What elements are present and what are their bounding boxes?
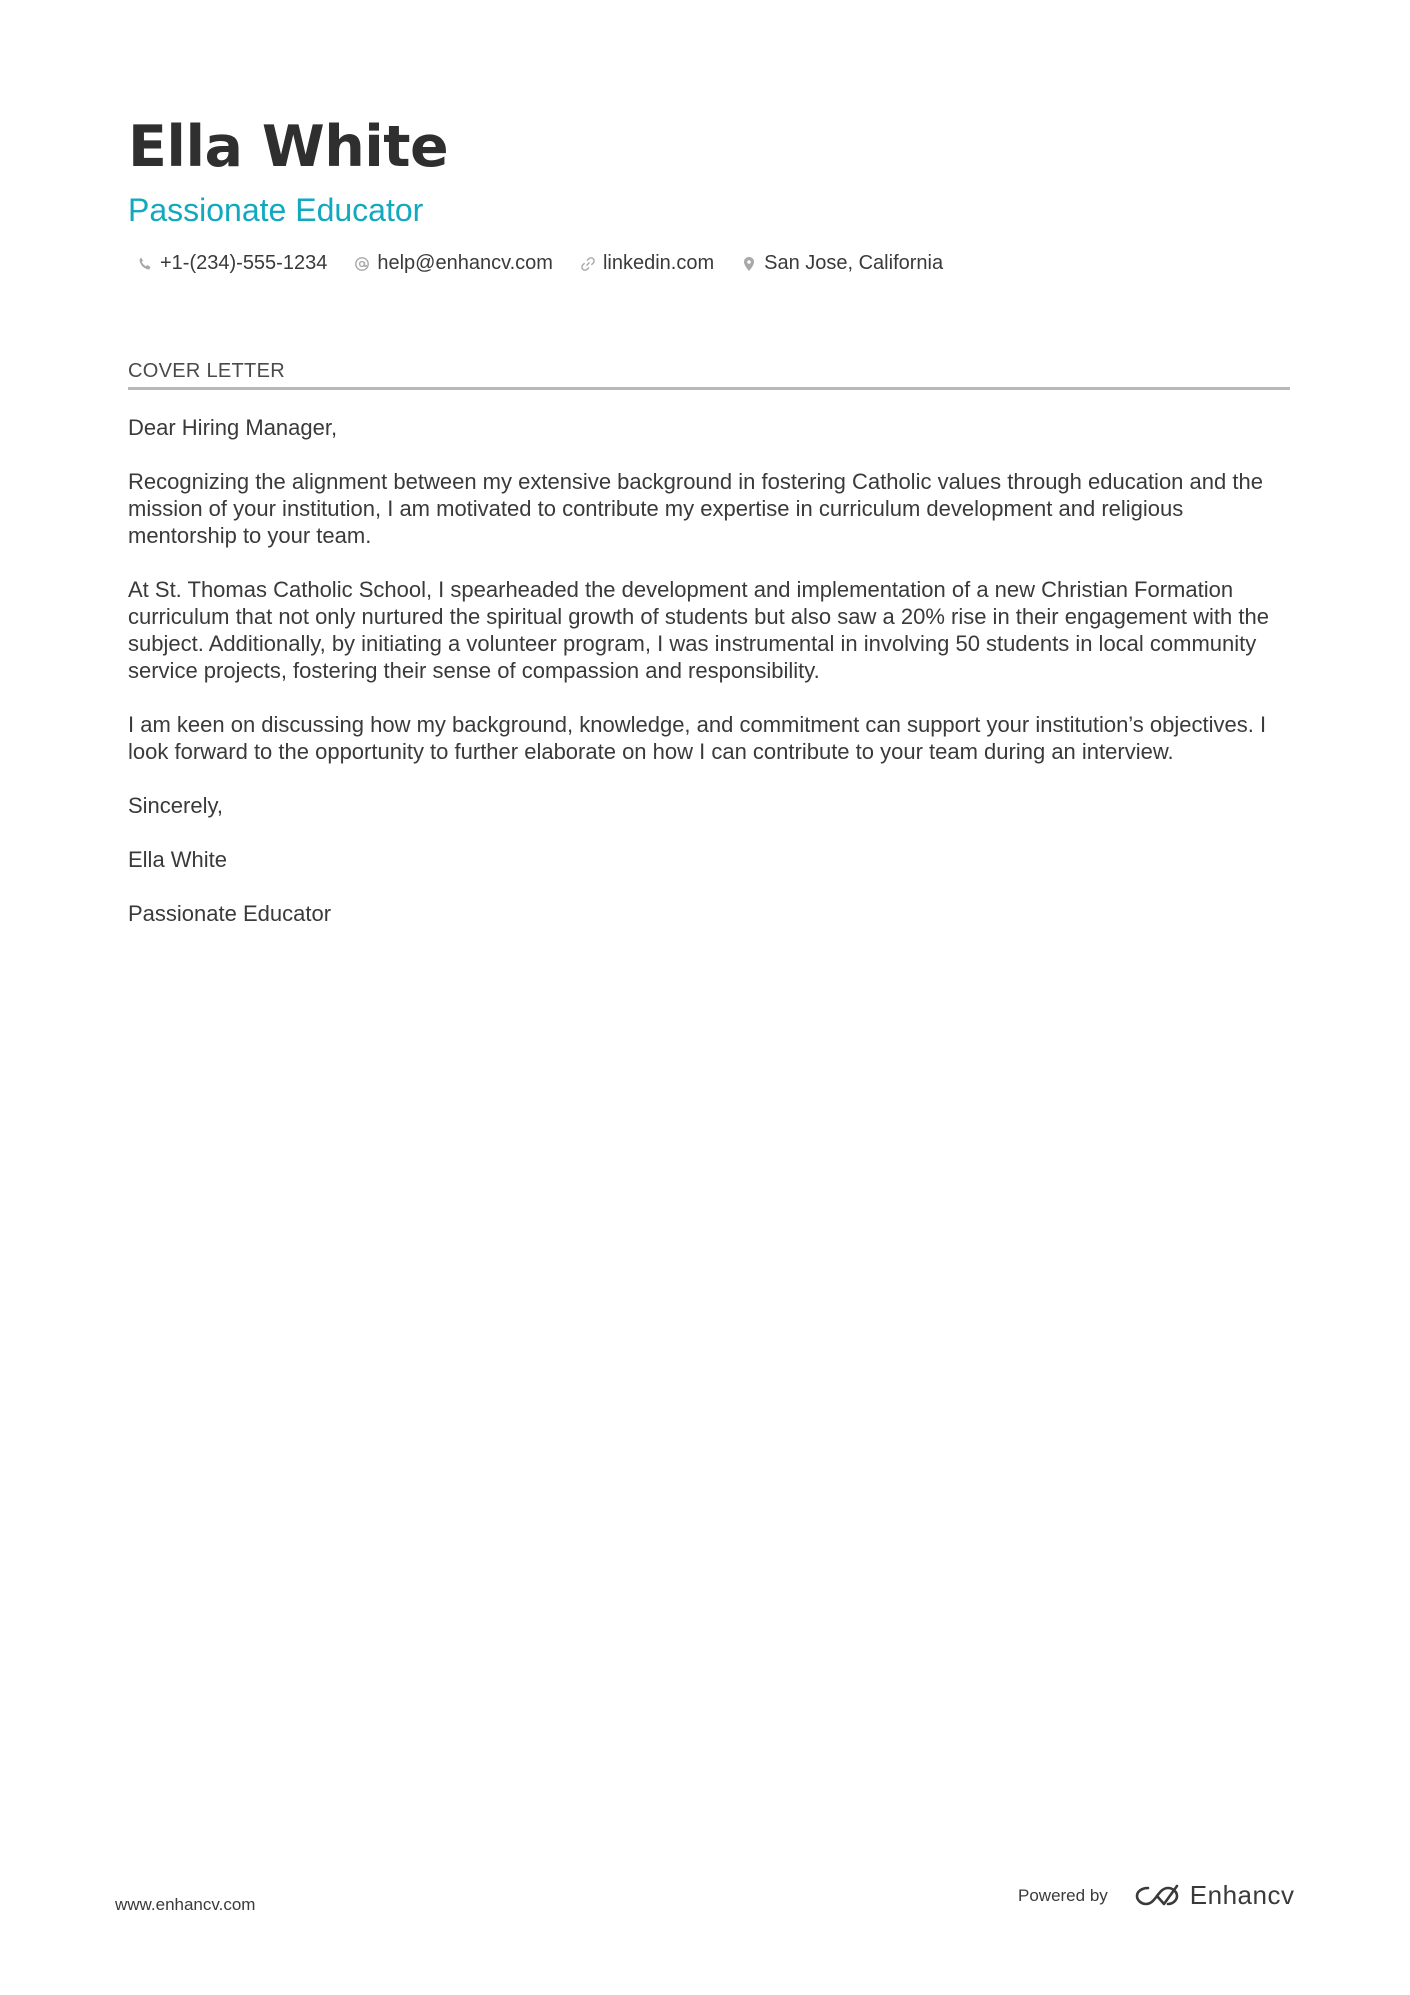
letter-paragraph: At St. Thomas Catholic School, I spearheaded the development and implementation of a new Christian Formation curriculum that not only nurtured the spiritual growth of students but also saw a 20% rise in their engagement with the subject. Additionally, by initiating a volunteer program, I was instrumental in involving 50 students in local community service projects, fostering their sense of compassion and responsibility. [128,577,1269,683]
link-icon [579,255,597,273]
header [128,112,1290,275]
contact-bar [136,252,1290,275]
letter-greeting: Dear Hiring Manager, [128,415,338,440]
letter-closing: Sincerely, [128,793,223,818]
section-title: COVER LETTER [128,360,1290,390]
contact-linkedin-text[interactable]: linkedin.com [602,252,715,274]
at-icon [353,255,371,273]
contact-email[interactable] [353,252,553,275]
enhancv-brand-name: Enhancv [1189,1880,1295,1910]
location-pin-icon [740,255,758,273]
letter-paragraph: I am keen on discussing how my background, knowledge, and commitment can support your institution’s objectives. I look forward to the opportunity to further elaborate on how I can contribute to your team during an interview. [128,712,1267,764]
contact-phone-text: +1-(234)-555-1234 [160,252,328,274]
signature-name: Ella White [128,847,228,872]
cover-letter-section [128,360,1290,954]
signature-role: Passionate Educator [128,901,332,926]
letter-paragraph: Recognizing the alignment between my extensive background in fostering Catholic values through education and the mission of your institution, I am motivated to contribute my expertise in curriculum development and religious mentorship to your team. [128,469,1263,548]
contact-location [740,252,943,275]
footer-website-link[interactable]: www.enhancv.com [115,1895,256,1914]
footer-brand [1018,1880,1294,1911]
candidate-name: Ella White [128,114,449,180]
contact-email-text[interactable]: help@enhancv.com [377,252,553,274]
contact-phone [136,252,327,275]
contact-location-text: San Jose, California [764,252,944,274]
candidate-role: Passionate Educator [128,192,424,228]
letter-body [128,414,1290,927]
enhancv-logo[interactable] [1134,1880,1295,1911]
phone-icon [136,255,154,273]
powered-by-label: Powered by [1018,1885,1108,1905]
contact-linkedin[interactable] [579,252,714,275]
enhancv-logo-icon [1134,1882,1180,1910]
